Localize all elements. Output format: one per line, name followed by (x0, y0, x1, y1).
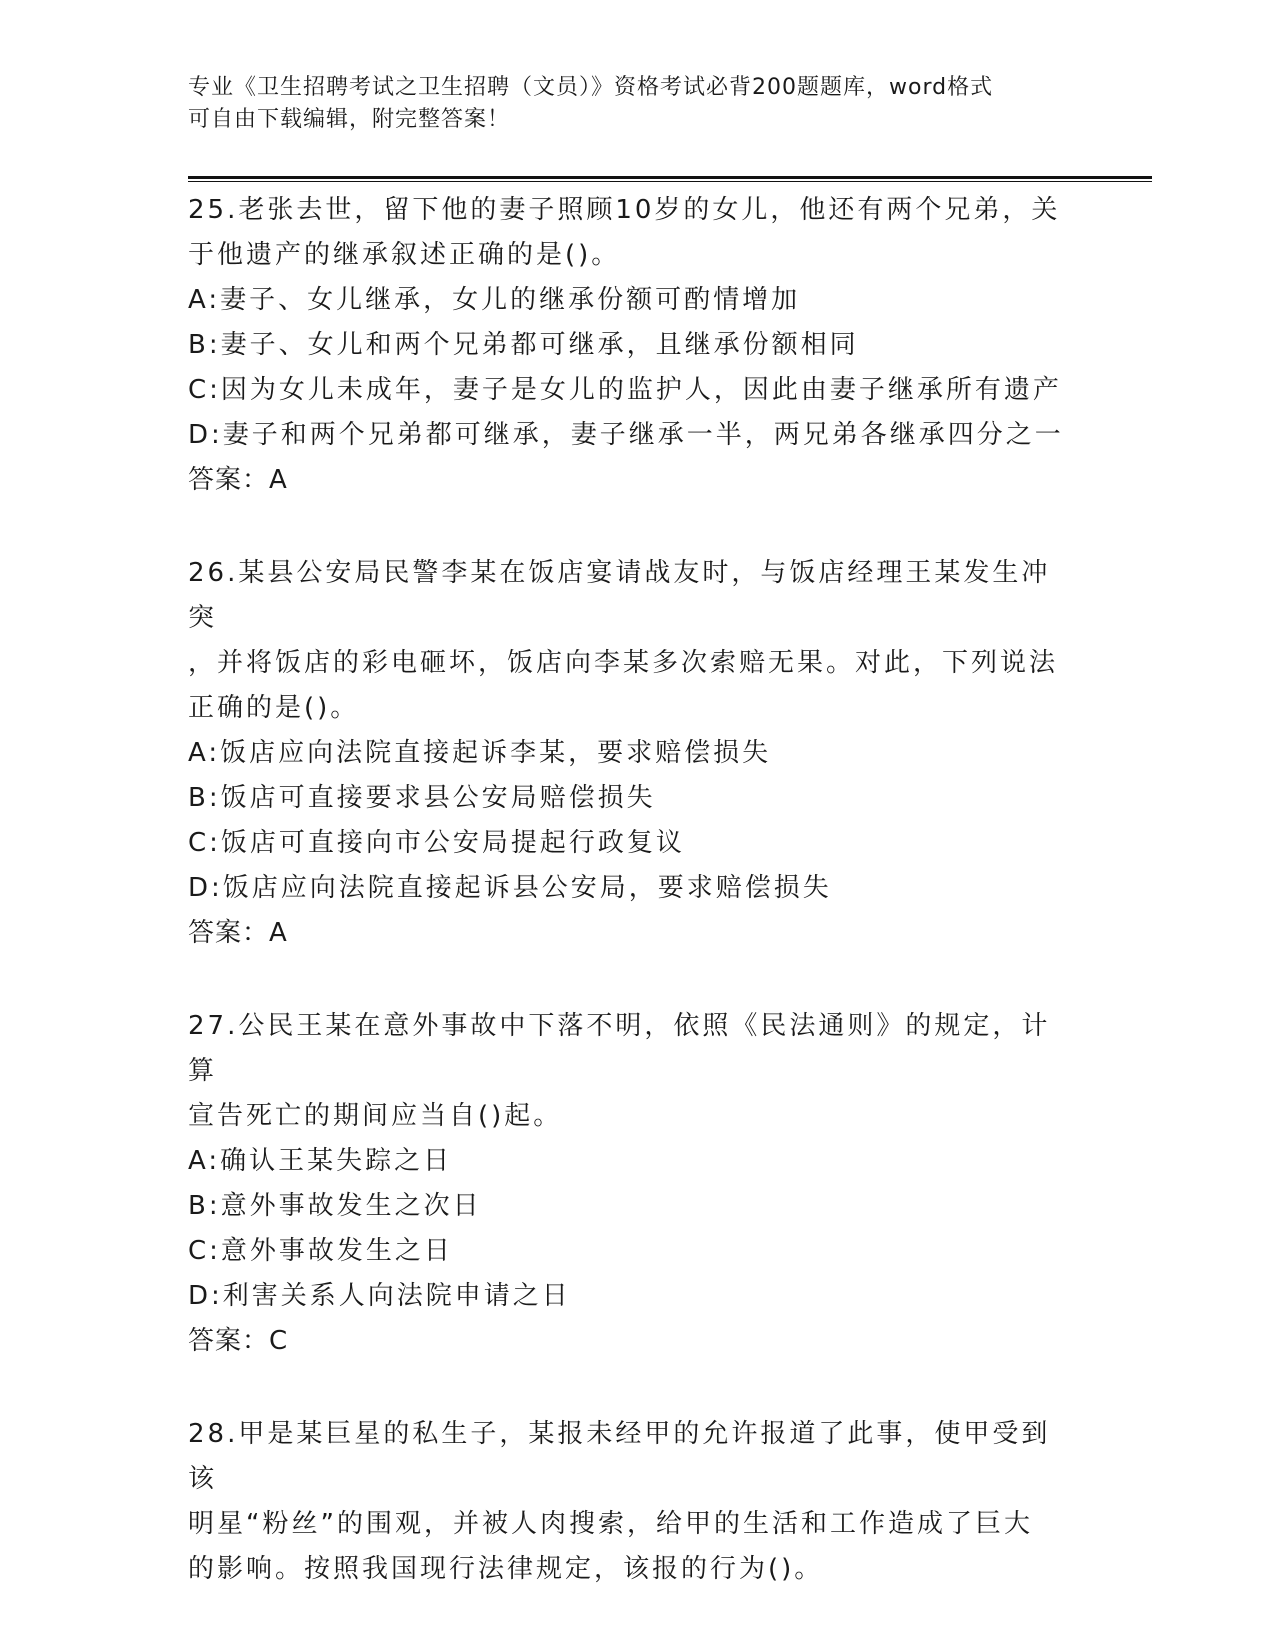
option-b: B:妻子、女儿和两个兄弟都可继承，且继承份额相同 (188, 330, 859, 360)
question-stem-line: 27.公民王某在意外事故中下落不明，依照《民法通则》的规定，计算 (188, 1011, 1051, 1086)
question-stem-line: 正确的是()。 (188, 693, 360, 723)
option-a: A:确认王某失踪之日 (188, 1146, 453, 1176)
question-28 (188, 1412, 1078, 1592)
question-stem-line: 明星“粉丝”的围观，并被人肉搜索，给甲的生活和工作造成了巨大 (188, 1509, 1033, 1539)
header-line-1: 专业《卫生招聘考试之卫生招聘（文员）》资格考试必背200题题库，word格式 (188, 75, 994, 100)
question-stem-line: 28.甲是某巨星的私生子，某报未经甲的允许报道了此事，使甲受到该 (188, 1419, 1051, 1494)
question-25 (188, 188, 1078, 503)
question-27 (188, 1004, 1078, 1364)
header-divider-thin (188, 181, 1152, 182)
question-stem-line: 26.某县公安局民警李某在饭店宴请战友时，与饭店经理王某发生冲突 (188, 558, 1051, 633)
question-26 (188, 551, 1078, 956)
option-c: C:意外事故发生之日 (188, 1236, 453, 1266)
question-stem (188, 1004, 1078, 1139)
option-b: B:意外事故发生之次日 (188, 1191, 482, 1221)
option-a: A:妻子、女儿继承，女儿的继承份额可酌情增加 (188, 285, 801, 315)
header-divider-thick (188, 176, 1152, 179)
option-d: D:饭店应向法院直接起诉县公安局，要求赔偿损失 (188, 873, 832, 903)
question-stem-line: ，并将饭店的彩电砸坏，饭店向李某多次索赔无果。对此，下列说法 (188, 648, 1059, 678)
question-stem-line: 宣告死亡的期间应当自()起。 (188, 1101, 563, 1131)
option-d: D:利害关系人向法院申请之日 (188, 1281, 571, 1311)
option-c: C:因为女儿未成年，妻子是女儿的监护人，因此由妻子继承所有遗产 (188, 375, 1062, 405)
question-stem-line: 的影响。按照我国现行法律规定，该报的行为()。 (188, 1554, 824, 1584)
question-stem (188, 188, 1078, 278)
question-stem-line: 于他遗产的继承叙述正确的是()。 (188, 240, 621, 270)
question-list (188, 188, 1078, 1640)
answer-line: 答案：C (188, 1326, 289, 1356)
option-d: D:妻子和两个兄弟都可继承，妻子继承一半，两兄弟各继承四分之一 (188, 420, 1064, 450)
option-b: B:饭店可直接要求县公安局赔偿损失 (188, 783, 656, 813)
question-stem (188, 1412, 1078, 1592)
header-line-2: 可自由下载编辑，附完整答案！ (188, 107, 511, 132)
option-c: C:饭店可直接向市公安局提起行政复议 (188, 828, 685, 858)
question-stem (188, 551, 1078, 731)
option-a: A:饭店应向法院直接起诉李某，要求赔偿损失 (188, 738, 772, 768)
question-stem-line: 25.老张去世，留下他的妻子照顾10岁的女儿，他还有两个兄弟，关 (188, 195, 1061, 225)
answer-line: 答案：A (188, 918, 288, 948)
answer-line: 答案：A (188, 465, 288, 495)
document-header (188, 72, 1068, 136)
